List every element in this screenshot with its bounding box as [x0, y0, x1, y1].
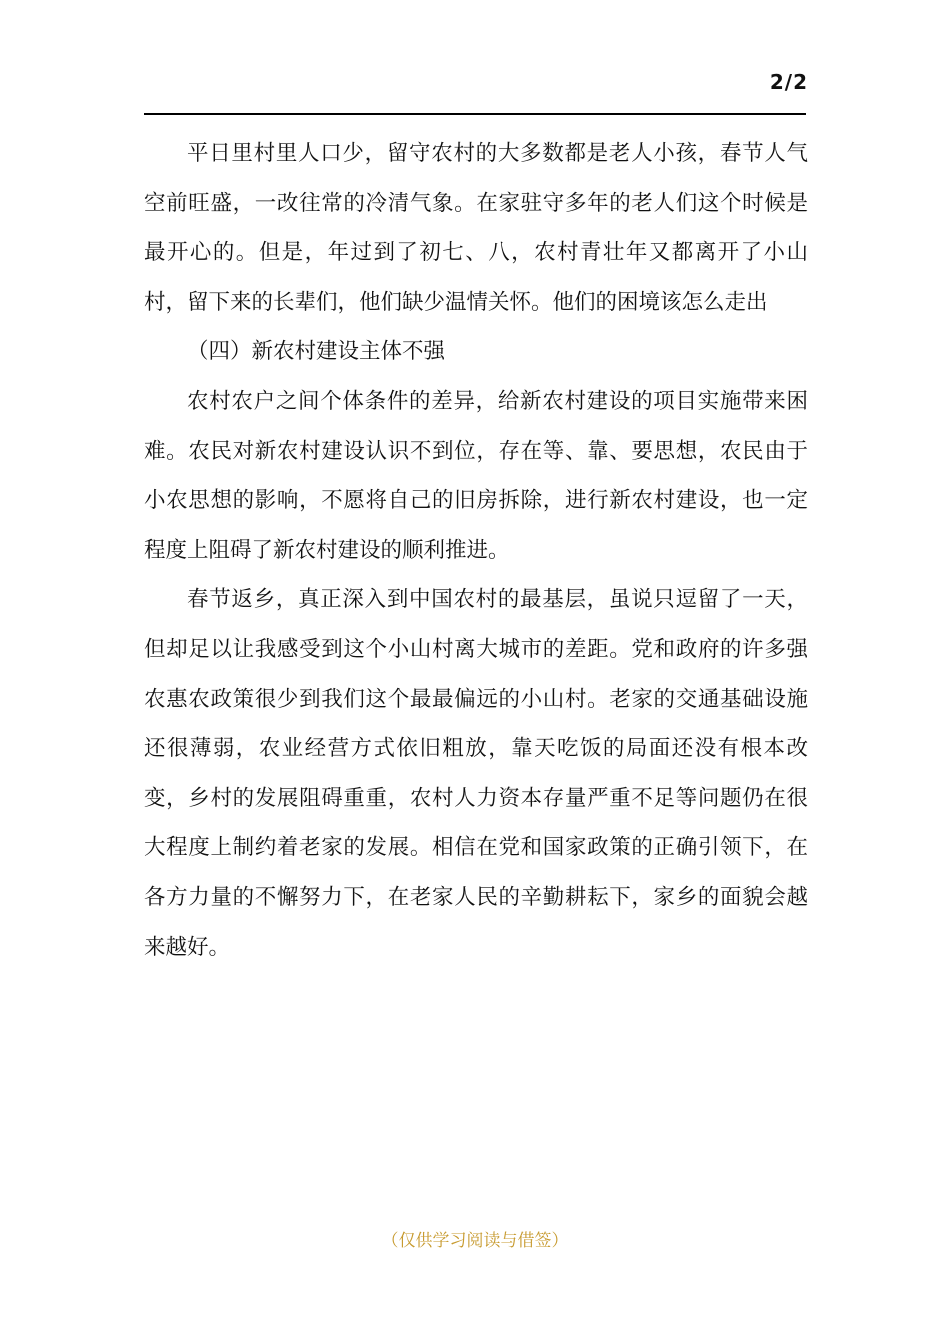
- header-divider: [144, 113, 806, 115]
- paragraph-rural-population: 平日里村里人口少，留守农村的大多数都是老人小孩，春节人气空前旺盛，一改往常的冷清气象。在家驻守多年的老人们这个时候是最开心的。但是，年过到了初七、八，农村青壮年又都离开了小山村，留下来的长辈们，他们缺少温情关怀。他们的困境该怎么走出: [144, 141, 808, 315]
- paragraph-conclusion: 春节返乡，真正深入到中国农村的最基层，虽说只逗留了一天，但却足以让我感受到这个小山村离大城市的差距。党和政府的许多强农惠农政策很少到我们这个最最偏远的小山村。老家的交通基础设施还很薄弱，农业经营方式依旧粗放，靠天吃饭的局面还没有根本改变，乡村的发展阻碍重重，农村人力资本存量严重不足等问题仍在很大程度上制约着老家的发展。相信在党和国家政策的正确引领下，在各方力量的不懈努力下，在老家人民的辛勤耕耘下，家乡的面貌会越来越好。: [144, 587, 808, 960]
- footer-note: （仅供学习阅读与借签）: [381, 1231, 569, 1251]
- page-number: 2/2: [769, 70, 808, 94]
- document-body: [144, 129, 808, 972]
- paragraph-household-differences: 农村农户之间个体条件的差异，给新农村建设的项目实施带来困难。农民对新农村建设认识不到位，存在等、靠、要思想，农民由于小农思想的影响，不愿将自己的旧房拆除，进行新农村建设，也一定程度上阻碍了新农村建设的顺利推进。: [144, 388, 808, 563]
- section-heading: （四）新农村建设主体不强: [187, 339, 446, 365]
